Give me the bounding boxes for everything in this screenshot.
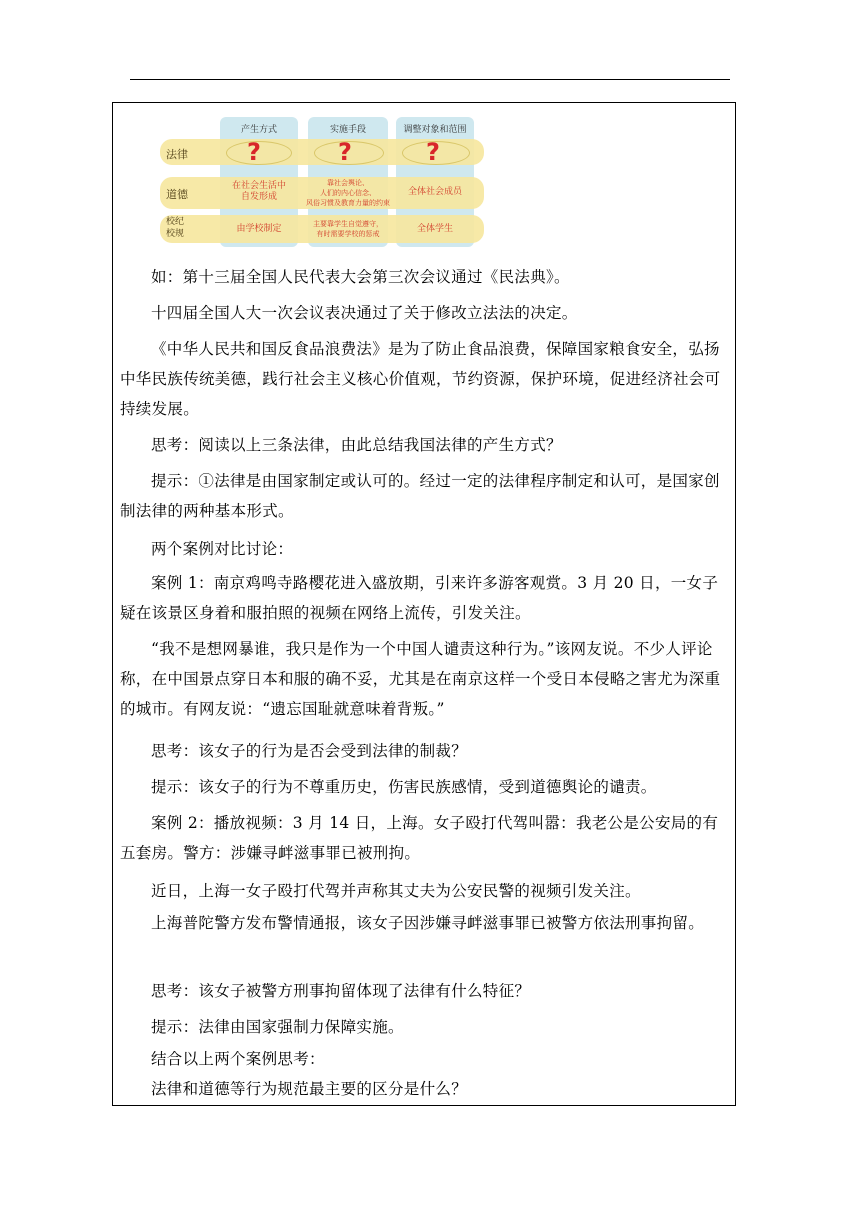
paragraph: 如：第十三届全国人民代表大会第三次会议通过《民法典》。 bbox=[151, 268, 570, 286]
paragraph: 上海普陀警方发布警情通报，该女子因涉嫌寻衅滋事罪已被警方依法刑事拘留。 bbox=[151, 914, 705, 932]
question-mark: ? bbox=[247, 138, 261, 166]
paragraph: 提示：法律由国家强制力保障实施。 bbox=[151, 1018, 404, 1036]
figure-cell: 在社会生活中 自发形成 bbox=[231, 181, 286, 202]
paragraph: 思考：阅读以上三条法律，由此总结我国法律的产生方式？ bbox=[151, 436, 562, 454]
paragraph: “我不是想网暴谁，我只是作为一个中国人谴责这种行为。”该网友说。不少人评论称，在中国景点穿日本和服的确不妥，尤其是在南京这样一个受日本侵略之害尤为深重的城市。有网友说：“遗忘国耻就意味着背叛。” bbox=[120, 640, 721, 718]
column-header: 实施手段 bbox=[329, 125, 366, 135]
paragraph: 两个案例对比讨论： bbox=[151, 540, 294, 558]
figure-cell: 主要靠学生自觉遵守， 有时需要学校的惩戒 bbox=[313, 220, 383, 238]
row-label: 道德 bbox=[166, 188, 188, 201]
paragraph: 十四届全国人大一次会议表决通过了关于修改立法法的决定。 bbox=[151, 304, 578, 322]
question-mark: ? bbox=[426, 138, 440, 166]
paragraph: 法律和道德等行为规范最主要的区分是什么？ bbox=[151, 1080, 468, 1098]
comparison-figure bbox=[160, 117, 486, 255]
column-header: 调整对象和范围 bbox=[403, 125, 467, 135]
figure-cell: 全体学生 bbox=[416, 224, 453, 234]
column-header: 产生方式 bbox=[240, 125, 277, 135]
row-label: 法律 bbox=[166, 148, 188, 161]
question-mark: ? bbox=[338, 138, 352, 166]
paragraph: 近日，上海一女子殴打代驾并声称其丈夫为公安民警的视频引发关注。 bbox=[151, 882, 641, 900]
row-label: 校纪 校规 bbox=[166, 217, 185, 239]
paragraph: 案例 1：南京鸡鸣寺路樱花进入盛放期，引来许多游客观赏。3 月 20 日，一女子疑在该景区身着和服拍照的视频在网络上流传，引发关注。 bbox=[120, 574, 719, 622]
paragraph: 案例 2：播放视频：3 月 14 日，上海。女子殴打代驾叫嚣：我老公是公安局的有五套房。警方：涉嫌寻衅滋事罪已被刑拘。 bbox=[120, 814, 719, 862]
paragraph: 《中华人民共和国反食品浪费法》是为了防止食品浪费，保障国家粮食安全，弘扬中华民族传统美德，践行社会主义核心价值观，节约资源，保护环境，促进经济社会可持续发展。 bbox=[120, 340, 721, 418]
figure-cell: 全体社会成员 bbox=[407, 187, 462, 197]
paragraph: 思考：该女子的行为是否会受到法律的制裁？ bbox=[151, 742, 468, 760]
paragraph: 提示：①法律是由国家制定或认可的。经过一定的法律程序制定和认可，是国家创制法律的两种基本形式。 bbox=[120, 472, 720, 520]
header-rule bbox=[130, 79, 730, 80]
paragraph: 提示：该女子的行为不尊重历史，伤害民族感情，受到道德舆论的谴责。 bbox=[151, 778, 657, 796]
figure-cell: 靠社会舆论、 人们的内心信念、 风俗习惯及教育力量的约束 bbox=[306, 179, 390, 207]
paragraph: 思考：该女子被警方刑事拘留体现了法律有什么特征？ bbox=[151, 982, 531, 1000]
paragraph: 结合以上两个案例思考： bbox=[151, 1050, 325, 1068]
figure-cell: 由学校制定 bbox=[236, 224, 282, 234]
